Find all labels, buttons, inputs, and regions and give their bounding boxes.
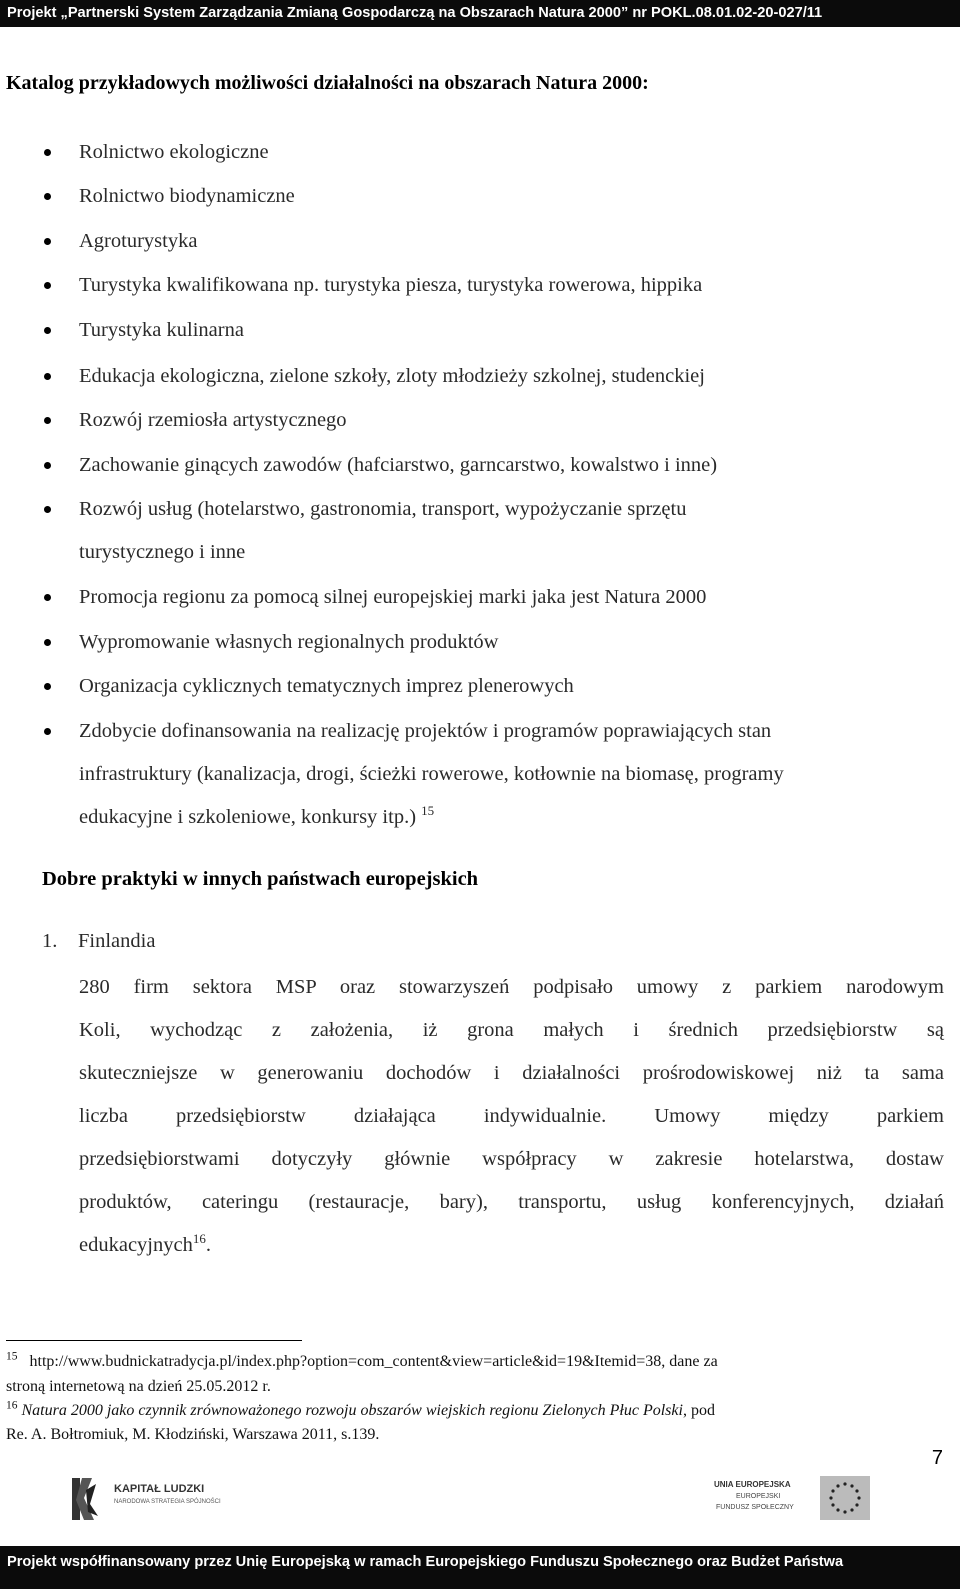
bullet-dot: [44, 282, 51, 289]
footnote-link[interactable]: http://www.budnickatradycja.pl/index.php?option=com_content&view=article&id=19&Itemid=38, dane za: [29, 1353, 718, 1370]
list-item-text: Wypromowanie własnych regionalnych produktów: [79, 631, 499, 653]
bullet-dot: [44, 417, 51, 424]
bullet-dot: [44, 327, 51, 334]
page-footer: [0, 1546, 960, 1589]
list-item-text: Promocja regionu za pomocą silnej europejskiej marki jaka jest Natura 2000: [79, 586, 707, 608]
bullet-dot: [44, 193, 51, 200]
bullet-dot: [44, 683, 51, 690]
paragraph-line: przedsiębiorstwami dotyczyły głównie współpracy w zakresie hotelarstwa, dostaw: [79, 1148, 944, 1170]
footer-text: Projekt współfinansowany przez Unię Europejską w ramach Europejskiego Funduszu Społecznego oraz Budżet Państwa: [7, 1554, 844, 1570]
header-text: Projekt „Partnerski System Zarządzania Zmianą Gospodarczą na Obszarach Natura 2000” nr POKL.08.01.02-20-027/11: [7, 5, 823, 21]
footnote-ref[interactable]: 15: [421, 803, 435, 819]
list-item-text: Zachowanie ginących zawodów (hafciarstwo, garncarstwo, kowalstwo i inne): [79, 454, 718, 476]
bullet-dot: [44, 594, 51, 601]
list-item-text: Rozwój rzemiosła artystycznego: [79, 409, 347, 431]
page-header: [0, 0, 960, 27]
footnote-15: [6, 1352, 946, 1372]
logo-right-name: UNIA EUROPEJSKA: [714, 1480, 791, 1489]
list-item-text: Rolnictwo biodynamiczne: [79, 185, 295, 207]
list-item-text: Rozwój usług (hotelarstwo, gastronomia, transport, wypożyczanie sprzętu: [79, 498, 687, 520]
list-item-text: Zdobycie dofinansowania na realizację projektów i programów poprawiających stan: [79, 720, 772, 742]
footnote-separator: [6, 1340, 302, 1341]
bullet-dot: [44, 639, 51, 646]
bullet-dot: [44, 373, 51, 380]
footnote-text: , pod: [682, 1402, 715, 1419]
footnote-title: Natura 2000 jako czynnik zrównoważonego rozwoju obszarów wiejskich regionu Zielonych Płuc Polski: [21, 1402, 683, 1419]
bullet-dot: [44, 462, 51, 469]
footnote-number: 16: [6, 1399, 18, 1412]
eu-logo: [712, 1476, 872, 1526]
item-title: Finlandia: [78, 930, 156, 952]
logo-right-sub2: FUNDUSZ SPOŁECZNY: [716, 1504, 794, 1511]
list-item-text-continued: [79, 805, 434, 829]
paragraph-line: liczba przedsiębiorstw działająca indywidualnie. Umowy między parkiem: [79, 1105, 944, 1127]
catalog-title: Katalog przykładowych możliwości działalności na obszarach Natura 2000:: [6, 72, 649, 94]
paragraph-line: skuteczniejsze w generowaniu dochodów i działalności prośrodowiskowej niż ta sama: [79, 1062, 944, 1084]
kapital-ludzki-logo: [72, 1470, 242, 1528]
list-item-text-continued: turystycznego i inne: [79, 541, 246, 563]
footnote-number: 15: [6, 1350, 18, 1363]
page-number: 7: [931, 1447, 943, 1469]
list-item-text: Edukacja ekologiczna, zielone szkoły, zloty młodzieży szkolnej, studenckiej: [79, 365, 705, 387]
paragraph-line: [79, 1233, 944, 1257]
numbered-item: [42, 930, 155, 953]
logo-right-sub1: EUROPEJSKI: [736, 1493, 781, 1500]
footnote-15-continued: stroną internetową na dzień 25.05.2012 r.: [6, 1378, 271, 1395]
list-item-text: Rolnictwo ekologiczne: [79, 141, 269, 163]
bullet-dot: [44, 506, 51, 513]
logo-left-subtitle: NARODOWA STRATEGIA SPÓJNOŚCI: [114, 1499, 221, 1505]
list-item-text: Turystyka kulinarna: [79, 319, 244, 341]
paragraph-line: 280 firm sektora MSP oraz stowarzyszeń podpisało umowy z parkiem narodowym: [79, 976, 944, 998]
eu-flag-icon: [820, 1476, 870, 1520]
list-item-text: Agroturystyka: [79, 230, 198, 252]
list-item-text-continued: infrastruktury (kanalizacja, drogi, ścieżki rowerowe, kotłownie na biomasę, programy: [79, 763, 784, 785]
list-item-text-last: edukacyjne i szkoleniowe, konkursy itp.): [79, 806, 417, 828]
bullet-dot: [44, 149, 51, 156]
list-item-text: Organizacja cyklicznych tematycznych imprez plenerowych: [79, 675, 574, 697]
bullet-dot: [44, 728, 51, 735]
paragraph-line: Koli, wychodząc z założenia, iż grona małych i średnich przedsiębiorstw są: [79, 1019, 944, 1041]
section-heading: Dobre praktyki w innych państwach europejskich: [42, 868, 479, 890]
footnote-ref[interactable]: 16: [192, 1231, 206, 1247]
footnote-16-continued: Re. A. Bołtromiuk, M. Kłodziński, Warszawa 2011, s.139.: [6, 1426, 380, 1443]
paragraph-end: .: [205, 1234, 211, 1256]
bullet-dot: [44, 238, 51, 245]
list-item-text: Turystyka kwalifikowana np. turystyka piesza, turystyka rowerowa, hippika: [79, 274, 703, 296]
logo-left-name: KAPITAŁ LUDZKI: [114, 1483, 205, 1495]
paragraph-line: produktów, cateringu (restauracje, bary), transportu, usług konferencyjnych, działań: [79, 1191, 944, 1213]
item-number: 1.: [42, 930, 58, 952]
footnote-16: [6, 1401, 946, 1421]
paragraph-last-text: edukacyjnych: [79, 1234, 193, 1256]
